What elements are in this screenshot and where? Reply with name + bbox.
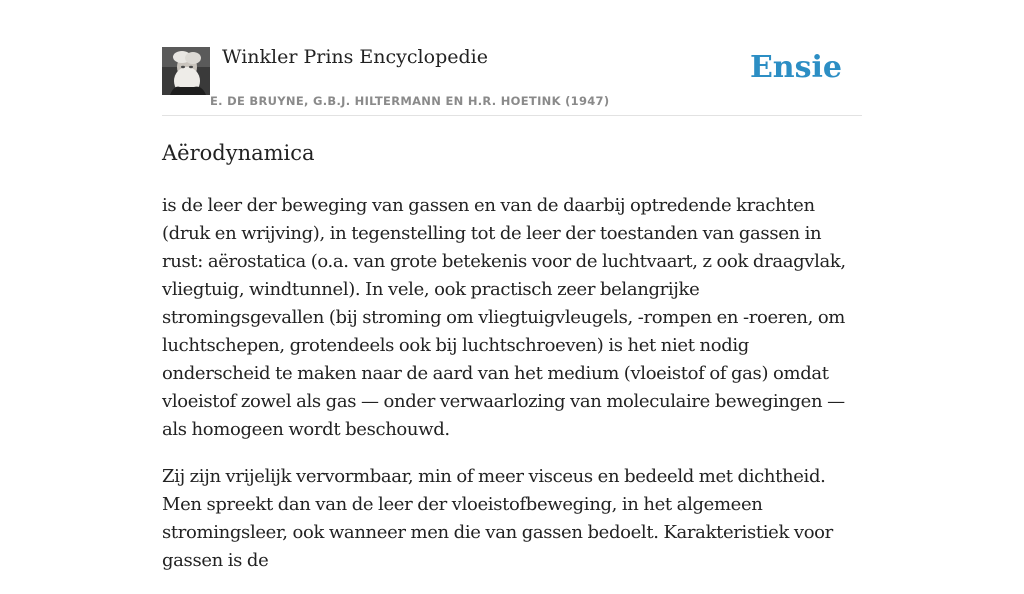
article-body [162, 192, 862, 594]
article-paragraph: is de leer der beweging van gassen en van de daarbij optredende krachten (druk en wrijving), in tegenstelling tot de leer der toestanden van gassen in rust: aërostatica (o.a. van grote betekenis voor de luchtvaart, z ook draagvlak, vliegtuig, windtunnel). In vele, ook practisch zeer belangrijke stromingsgevallen (bij stroming om vliegtuigvleugels, -rompen en -roeren, om luchtschepen, grotendeels ook bij luchtschroeven) is het niet nodig onderscheid te maken naar de aard van het medium (vloeistof of gas) omdat vloeistof zowel als gas — onder verwaarlozing van moleculaire bewegingen — als homogeen wordt beschouwd. [162, 195, 846, 440]
article-title: Aërodynamica [162, 141, 315, 165]
publication-authors: E. DE BRUYNE, G.B.J. HILTERMANN EN H.R. HOETINK (1947) [210, 94, 610, 108]
page-container [162, 0, 862, 571]
portrait-avatar-icon [162, 47, 210, 95]
publication-header [162, 0, 862, 116]
avatar[interactable] [162, 47, 210, 95]
publication-title[interactable]: Winkler Prins Encyclopedie [222, 46, 488, 68]
brand-logo[interactable]: Ensie [749, 50, 842, 85]
article-paragraph: Zij zijn vrijelijk vervormbaar, min of meer visceus en bedeeld met dichtheid. Men spreekt dan van de leer der vloeistofbeweging, in het algemeen stromingsleer, ook wanneer men die van gassen bedoelt. Karakteristiek voor gassen is de [162, 466, 833, 571]
